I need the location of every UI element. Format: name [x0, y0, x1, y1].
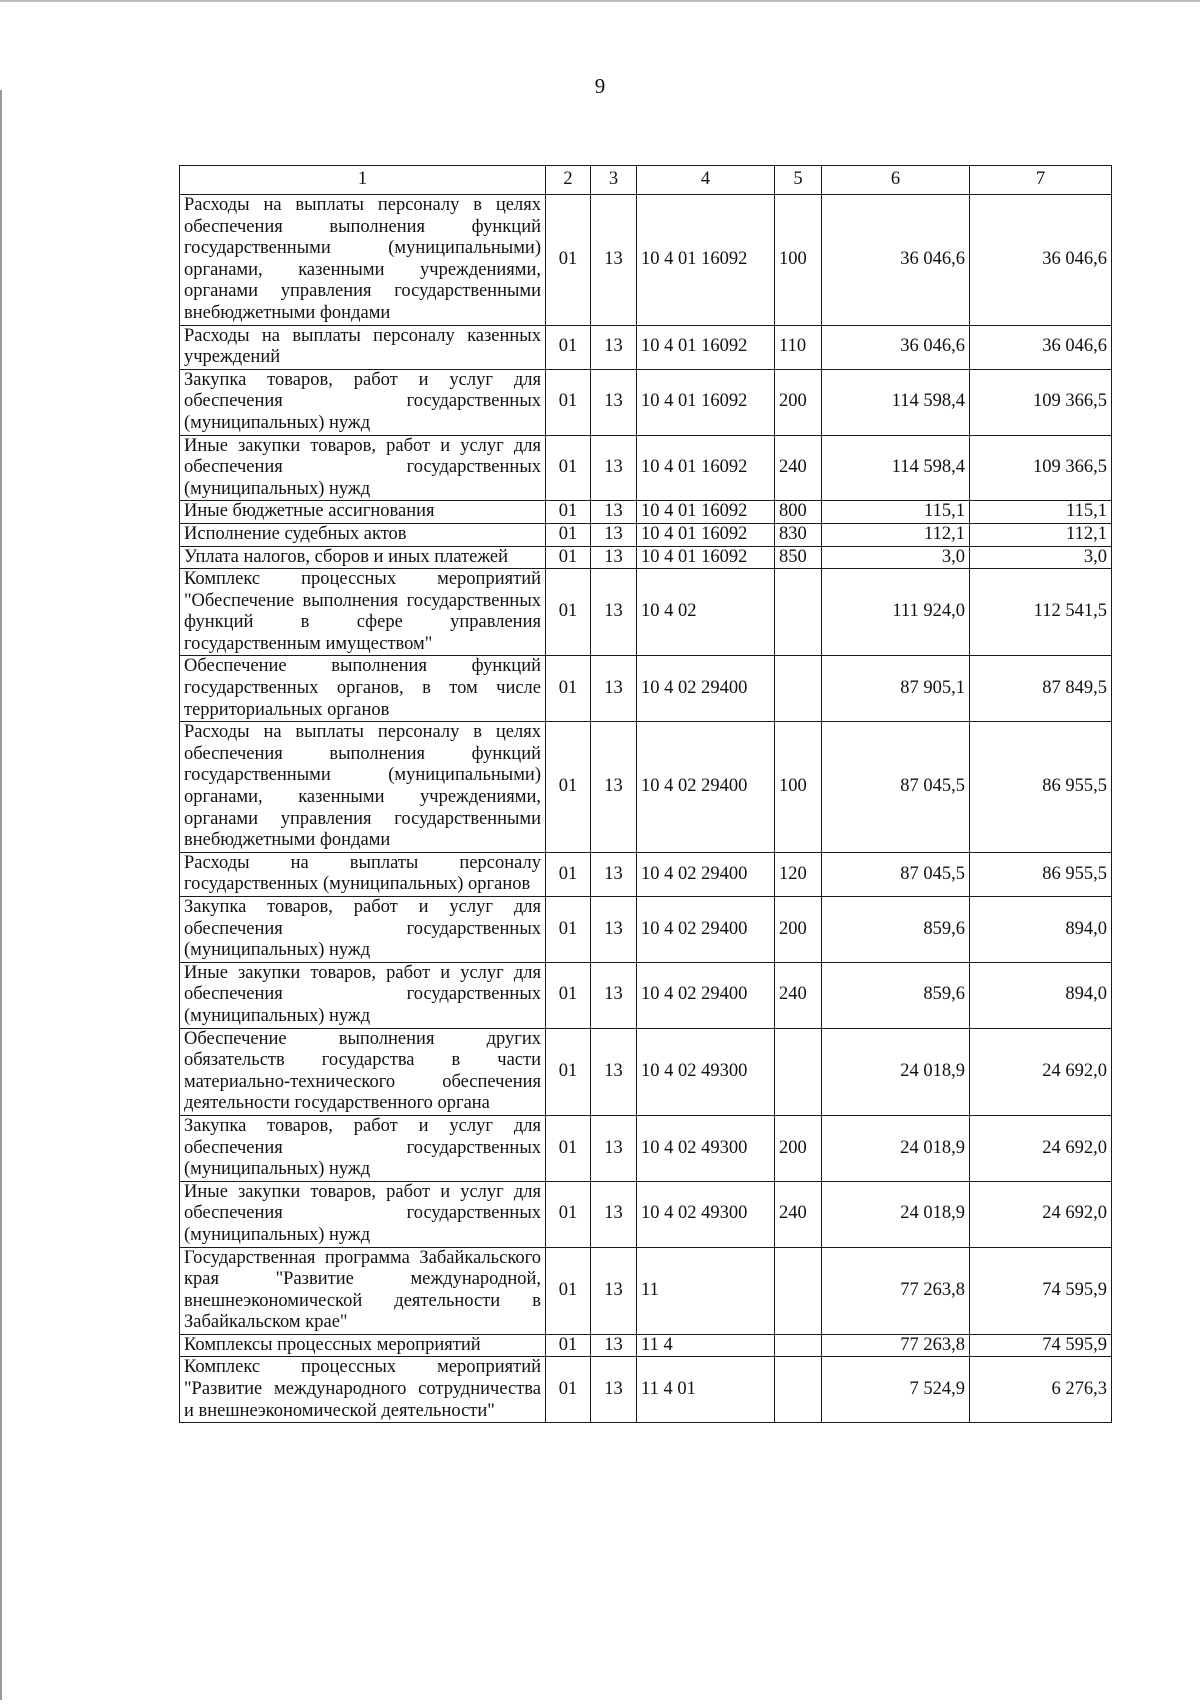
cell-subsection: 13 [591, 435, 637, 501]
cell-target-article: 10 4 01 16092 [637, 195, 775, 326]
cell-subsection: 13 [591, 962, 637, 1028]
cell-section: 01 [546, 569, 591, 656]
cell-section: 01 [546, 1115, 591, 1181]
cell-expense-type: 200 [775, 897, 822, 963]
cell-year-2: 36 046,6 [970, 325, 1112, 369]
header-subsection: 3 [591, 166, 637, 195]
header-section: 2 [546, 166, 591, 195]
cell-expense-type: 100 [775, 722, 822, 853]
cell-subsection: 13 [591, 1028, 637, 1115]
cell-subsection: 13 [591, 1115, 637, 1181]
cell-section: 01 [546, 325, 591, 369]
cell-target-article: 11 [637, 1247, 775, 1334]
cell-year-2: 109 366,5 [970, 435, 1112, 501]
table-row [180, 195, 1112, 326]
header-year-2: 7 [970, 166, 1112, 195]
cell-subsection: 13 [591, 501, 637, 524]
table-row [180, 1028, 1112, 1115]
cell-name: Государственная программа Забайкальского края "Развитие международной, внешнеэкономической деятельности в Забайкальском крае" [180, 1247, 546, 1334]
cell-name: Закупка товаров, работ и услуг для обеспечения государственных (муниципальных) нужд [180, 897, 546, 963]
table-row [180, 325, 1112, 369]
cell-name: Расходы на выплаты персоналу в целях обеспечения выполнения функций государственными (муниципальными) органами, казенными учреждениями, органами управления государственными внебюджетными фондами [180, 722, 546, 853]
cell-subsection: 13 [591, 569, 637, 656]
cell-section: 01 [546, 195, 591, 326]
cell-name: Обеспечение выполнения функций государственных органов, в том числе территориальных органов [180, 656, 546, 722]
cell-target-article: 10 4 02 29400 [637, 962, 775, 1028]
table-row [180, 435, 1112, 501]
scan-left-margin [0, 90, 2, 1700]
cell-expense-type: 240 [775, 962, 822, 1028]
cell-target-article: 10 4 02 [637, 569, 775, 656]
cell-target-article: 10 4 02 29400 [637, 852, 775, 896]
cell-section: 01 [546, 546, 591, 569]
table-row [180, 897, 1112, 963]
cell-year-1: 859,6 [822, 962, 970, 1028]
cell-name: Комплекс процессных мероприятий "Развитие международного сотрудничества и внешнеэкономической деятельности" [180, 1357, 546, 1423]
cell-year-2: 109 366,5 [970, 369, 1112, 435]
cell-section: 01 [546, 523, 591, 546]
cell-name: Иные закупки товаров, работ и услуг для обеспечения государственных (муниципальных) нужд [180, 435, 546, 501]
cell-year-2: 6 276,3 [970, 1357, 1112, 1423]
scan-top-edge [0, 0, 1200, 2]
cell-subsection: 13 [591, 1334, 637, 1357]
table-row [180, 501, 1112, 524]
cell-target-article: 10 4 02 49300 [637, 1115, 775, 1181]
cell-name: Комплекс процессных мероприятий "Обеспечение выполнения государственных функций в сфере управления государственным имуществом" [180, 569, 546, 656]
table-row [180, 1181, 1112, 1247]
cell-section: 01 [546, 1028, 591, 1115]
cell-section: 01 [546, 962, 591, 1028]
cell-year-2: 74 595,9 [970, 1334, 1112, 1357]
cell-target-article: 10 4 02 29400 [637, 656, 775, 722]
cell-year-1: 24 018,9 [822, 1028, 970, 1115]
cell-year-2: 74 595,9 [970, 1247, 1112, 1334]
cell-expense-type [775, 1334, 822, 1357]
cell-name: Обеспечение выполнения других обязательств государства в части материально-технического обеспечения деятельности государственного органа [180, 1028, 546, 1115]
table-row [180, 1357, 1112, 1423]
cell-section: 01 [546, 852, 591, 896]
table-row [180, 523, 1112, 546]
cell-section: 01 [546, 369, 591, 435]
cell-year-2: 86 955,5 [970, 852, 1112, 896]
cell-year-1: 112,1 [822, 523, 970, 546]
cell-name: Расходы на выплаты персоналу казенных учреждений [180, 325, 546, 369]
table-row [180, 1115, 1112, 1181]
header-year-1: 6 [822, 166, 970, 195]
cell-target-article: 10 4 02 29400 [637, 722, 775, 853]
cell-expense-type [775, 1357, 822, 1423]
cell-year-1: 7 524,9 [822, 1357, 970, 1423]
cell-target-article: 10 4 01 16092 [637, 501, 775, 524]
cell-section: 01 [546, 1334, 591, 1357]
cell-year-1: 859,6 [822, 897, 970, 963]
table-row [180, 722, 1112, 853]
cell-year-1: 115,1 [822, 501, 970, 524]
cell-target-article: 11 4 01 [637, 1357, 775, 1423]
cell-year-1: 77 263,8 [822, 1247, 970, 1334]
cell-target-article: 11 4 [637, 1334, 775, 1357]
budget-table [179, 165, 1112, 1423]
cell-expense-type: 120 [775, 852, 822, 896]
cell-subsection: 13 [591, 897, 637, 963]
cell-section: 01 [546, 1247, 591, 1334]
cell-expense-type: 200 [775, 1115, 822, 1181]
header-expense-type: 5 [775, 166, 822, 195]
table-row [180, 656, 1112, 722]
cell-subsection: 13 [591, 369, 637, 435]
cell-target-article: 10 4 01 16092 [637, 435, 775, 501]
header-row [180, 166, 1112, 195]
cell-year-2: 24 692,0 [970, 1181, 1112, 1247]
cell-subsection: 13 [591, 1357, 637, 1423]
cell-target-article: 10 4 02 29400 [637, 897, 775, 963]
cell-target-article: 10 4 01 16092 [637, 369, 775, 435]
table-row [180, 852, 1112, 896]
cell-subsection: 13 [591, 523, 637, 546]
cell-year-1: 87 905,1 [822, 656, 970, 722]
cell-expense-type: 110 [775, 325, 822, 369]
cell-year-1: 87 045,5 [822, 722, 970, 853]
cell-subsection: 13 [591, 325, 637, 369]
cell-year-1: 36 046,6 [822, 325, 970, 369]
cell-year-1: 111 924,0 [822, 569, 970, 656]
cell-year-1: 3,0 [822, 546, 970, 569]
cell-expense-type: 830 [775, 523, 822, 546]
cell-section: 01 [546, 897, 591, 963]
cell-name: Комплексы процессных мероприятий [180, 1334, 546, 1357]
header-name: 1 [180, 166, 546, 195]
cell-year-2: 24 692,0 [970, 1028, 1112, 1115]
table-row [180, 1334, 1112, 1357]
table-header [180, 166, 1112, 195]
cell-year-1: 24 018,9 [822, 1181, 970, 1247]
cell-subsection: 13 [591, 195, 637, 326]
cell-subsection: 13 [591, 546, 637, 569]
cell-expense-type: 850 [775, 546, 822, 569]
cell-year-1: 114 598,4 [822, 435, 970, 501]
cell-expense-type: 800 [775, 501, 822, 524]
cell-name: Иные закупки товаров, работ и услуг для обеспечения государственных (муниципальных) нужд [180, 962, 546, 1028]
table-row [180, 1247, 1112, 1334]
cell-name: Расходы на выплаты персоналу государственных (муниципальных) органов [180, 852, 546, 896]
cell-name: Иные закупки товаров, работ и услуг для обеспечения государственных (муниципальных) нужд [180, 1181, 546, 1247]
cell-section: 01 [546, 435, 591, 501]
cell-expense-type [775, 656, 822, 722]
cell-year-1: 114 598,4 [822, 369, 970, 435]
cell-name: Закупка товаров, работ и услуг для обеспечения государственных (муниципальных) нужд [180, 1115, 546, 1181]
cell-subsection: 13 [591, 656, 637, 722]
cell-year-1: 24 018,9 [822, 1115, 970, 1181]
cell-expense-type [775, 569, 822, 656]
cell-target-article: 10 4 01 16092 [637, 523, 775, 546]
cell-year-2: 87 849,5 [970, 656, 1112, 722]
cell-name: Уплата налогов, сборов и иных платежей [180, 546, 546, 569]
cell-year-1: 36 046,6 [822, 195, 970, 326]
cell-name: Иные бюджетные ассигнования [180, 501, 546, 524]
table-row [180, 369, 1112, 435]
cell-year-2: 112,1 [970, 523, 1112, 546]
cell-name: Закупка товаров, работ и услуг для обеспечения государственных (муниципальных) нужд [180, 369, 546, 435]
cell-year-1: 77 263,8 [822, 1334, 970, 1357]
cell-subsection: 13 [591, 722, 637, 853]
cell-expense-type [775, 1028, 822, 1115]
cell-expense-type: 240 [775, 1181, 822, 1247]
table-row [180, 962, 1112, 1028]
cell-year-2: 115,1 [970, 501, 1112, 524]
cell-subsection: 13 [591, 852, 637, 896]
cell-year-2: 86 955,5 [970, 722, 1112, 853]
cell-section: 01 [546, 722, 591, 853]
cell-expense-type: 240 [775, 435, 822, 501]
cell-section: 01 [546, 1357, 591, 1423]
cell-year-2: 894,0 [970, 962, 1112, 1028]
cell-name: Расходы на выплаты персоналу в целях обеспечения выполнения функций государственными (муниципальными) органами, казенными учреждениями, органами управления государственными внебюджетными фондами [180, 195, 546, 326]
cell-year-2: 24 692,0 [970, 1115, 1112, 1181]
cell-year-2: 112 541,5 [970, 569, 1112, 656]
cell-year-2: 36 046,6 [970, 195, 1112, 326]
cell-target-article: 10 4 01 16092 [637, 325, 775, 369]
page-number: 9 [594, 74, 606, 98]
cell-target-article: 10 4 02 49300 [637, 1181, 775, 1247]
cell-year-2: 894,0 [970, 897, 1112, 963]
cell-target-article: 10 4 01 16092 [637, 546, 775, 569]
cell-subsection: 13 [591, 1247, 637, 1334]
cell-section: 01 [546, 656, 591, 722]
cell-expense-type: 100 [775, 195, 822, 326]
cell-expense-type [775, 1247, 822, 1334]
cell-name: Исполнение судебных актов [180, 523, 546, 546]
cell-year-1: 87 045,5 [822, 852, 970, 896]
cell-year-2: 3,0 [970, 546, 1112, 569]
table-row [180, 546, 1112, 569]
table-body [180, 195, 1112, 1423]
table-row [180, 569, 1112, 656]
cell-section: 01 [546, 1181, 591, 1247]
cell-section: 01 [546, 501, 591, 524]
cell-target-article: 10 4 02 49300 [637, 1028, 775, 1115]
cell-expense-type: 200 [775, 369, 822, 435]
cell-subsection: 13 [591, 1181, 637, 1247]
header-target-article: 4 [637, 166, 775, 195]
